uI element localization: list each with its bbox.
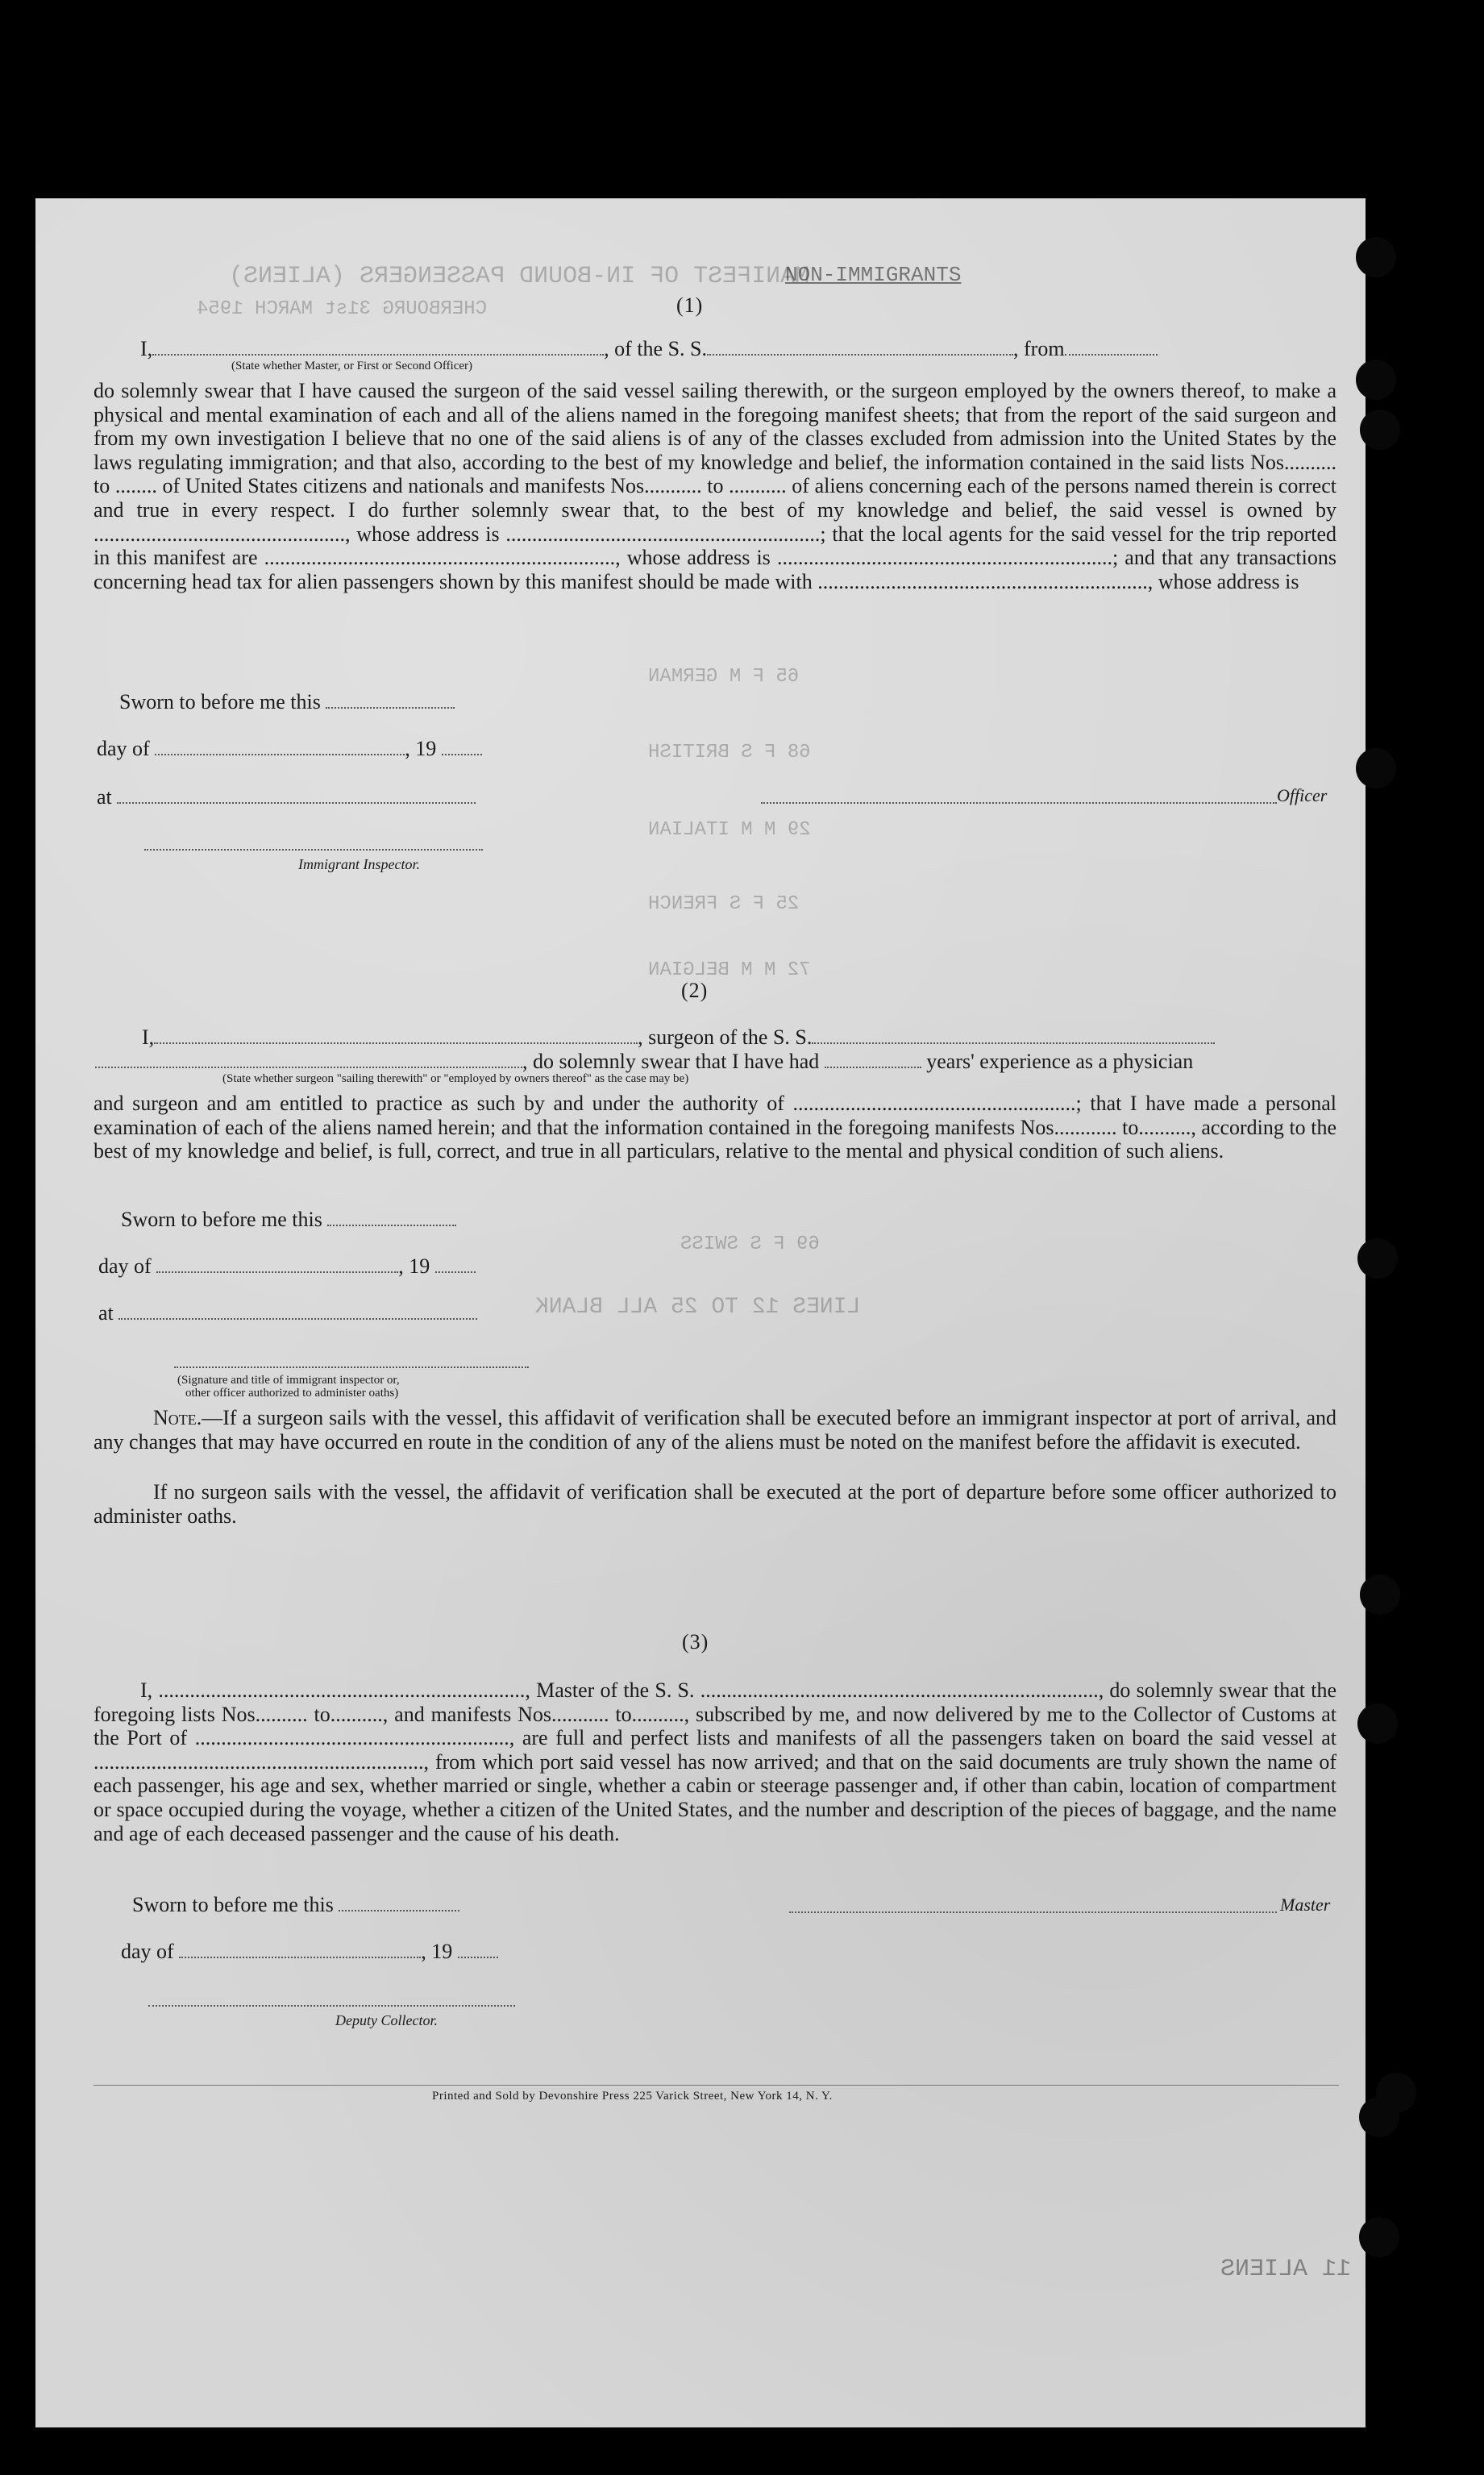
section-3-oath-text: I, ......................................................................, Master of the S. S. ............................................................................, do solemnly swear that the foregoing lists Nos.......... to.........., and manifests Nos........... to.........., subscribed by me, and now delivered by me to the Collector of Customs at the Port of ............................................................, are full and perfect lists and manifests of all the passengers taken on board the said vessel at ..............................................................., from which port said vessel has now arrived; and that on the said documents are truly shown the name of each passenger, his age and sex, whether married or single, whether a cabin or steerage passenger and, if other than cabin, location of compartment or space occupied during the voyage, whether a citizen of the United States, and the number and description of the pieces of baggage, and the name and age of each deceased passenger and the cause of his death.: [94, 1678, 1336, 1845]
bleed-through-class: NON-IMMIGRANTS: [785, 263, 962, 287]
year-label: , 19: [405, 737, 437, 760]
bleed-through-header: MANIFEST OF IN-BOUND PASSENGERS (ALIENS): [229, 263, 810, 290]
sworn-label: Sworn to before me this: [132, 1893, 334, 1916]
binder-hole: [1360, 1574, 1400, 1615]
binder-hole: [1360, 410, 1400, 450]
binder-hole: [1356, 360, 1396, 400]
note-text-1: —If a surgeon sails with the vessel, this affidavit of verification shall be executed before an immigrant inspector at port of arrival, and any changes that may have occurred en route in the condition of any of the aliens must be noted on the manifest before the affidavit is executed.: [94, 1406, 1336, 1454]
day-field: [179, 1942, 421, 1958]
master-name-field: [152, 339, 604, 356]
bleed-through-row: 25 F S FRENCH: [648, 893, 800, 915]
section-1-intro: [140, 337, 1158, 361]
section-1-sworn: [119, 690, 455, 714]
section-1-day: [97, 737, 482, 761]
year-label: , 19: [398, 1254, 430, 1278]
bleed-through-row: 72 M M BELGIAN: [648, 959, 811, 981]
master-caption: (State whether Master, or First or Second Officer): [231, 360, 473, 372]
note-label: Note.: [153, 1406, 202, 1429]
binder-hole: [1359, 2217, 1399, 2257]
binder-hole: [1357, 1703, 1398, 1744]
collector-signature-line: [148, 2004, 515, 2007]
day-field: [156, 1257, 398, 1273]
surgeon-type-field: [95, 1052, 522, 1068]
day-of-label: day of: [121, 1940, 174, 1963]
from-port-field: [1065, 339, 1158, 356]
year-field: [442, 739, 482, 755]
inspector-signature-line: [174, 1366, 529, 1368]
officer-label: Officer: [1277, 785, 1328, 805]
sworn-field: [327, 1210, 456, 1226]
surgeon-caption: (State whether surgeon "sailing therewith" or "employed by owners thereof" as the case may be): [222, 1072, 689, 1085]
years-field: [825, 1052, 921, 1068]
bleed-through-row: LINES 12 TO 25 ALL BLANK: [535, 1295, 861, 1320]
section-3-number: (3): [682, 1630, 709, 1653]
printer-credit: Printed and Sold by Devonshire Press 225 Varick Street, New York 14, N. Y.: [432, 2090, 833, 2103]
line1-start: I,: [142, 1025, 155, 1049]
section-2-line-1: [142, 1025, 1215, 1050]
bleed-through-row: 65 F M GERMAN: [648, 666, 800, 688]
year-field: [435, 1257, 476, 1273]
section-2-sworn: [121, 1208, 456, 1232]
binder-hole: [1356, 237, 1396, 277]
master-label: Master: [1280, 1895, 1331, 1915]
section-2-oath-text: and surgeon and am entitled to practice as such by and under the authority of ......................................................; that I have made a personal examination of each of the aliens named herein; and that the information contained in the foregoing manifests Nos............ to.........., according to the best of my knowledge and belief, is full, correct, and true in all particulars, relative to the mental and physical condition of such aliens.: [94, 1092, 1336, 1163]
at-field: [117, 788, 476, 804]
vessel-name-field: [707, 339, 1013, 356]
at-label: at: [98, 1301, 114, 1325]
section-2-at: [98, 1301, 477, 1325]
section-2-number: (2): [681, 979, 709, 1002]
note-paragraph-1: [94, 1406, 1336, 1454]
bleed-through-row: 68 F S BRITISH: [648, 742, 811, 763]
officer-signature-line: [761, 801, 1277, 804]
sworn-field: [339, 1895, 459, 1911]
section-1-number: (1): [676, 293, 704, 317]
signature-caption-2: other officer authorized to administer oaths): [185, 1387, 399, 1400]
at-label: at: [97, 785, 112, 809]
signature-caption-1: (Signature and title of immigrant inspector or,: [177, 1374, 400, 1387]
section-1-oath-text: do solemnly swear that I have caused the surgeon of the said vessel sailing therewith, or the surgeon employed by the owners thereof, to make a physical and mental examination of each and all of the aliens named in the foregoing manifest sheets; that from the report of the said surgeon and from my own investigation I believe that no one of the said aliens is of any of the classes excluded from admission into the United States by the laws regulating immigration; and that also, according to the best of my knowledge and belief, the information contained in the said lists Nos.......... to ........ of United States citizens and nationals and manifests Nos........... to ........... of aliens concerning each of the persons named therein is correct and true in every respect. I do further solemnly swear that, to the best of my knowledge and belief, the said vessel is owned by ................................................, whose address is ............................................................; that the local agents for the said vessel for the trip reported in this manifest are ..................................................................., whose address is ................................................................; and that any transactions concerning head tax for alien passengers shown by this manifest should be made with ..............................................................., whose address is: [94, 379, 1336, 593]
section-2-day: [98, 1254, 476, 1279]
day-of-label: day of: [98, 1254, 152, 1278]
bleed-through-count: 11 ALIENS: [1220, 2256, 1352, 2283]
sworn-label: Sworn to before me this: [119, 690, 321, 713]
surgeon-vessel-field: [812, 1028, 1215, 1044]
note-paragraph-2: If no surgeon sails with the vessel, the affidavit of verification shall be executed at the port of departure before some officer authorized to administer oaths.: [94, 1480, 1336, 1528]
section-3-day: [121, 1940, 498, 1964]
at-field: [118, 1304, 477, 1320]
manifest-page: [35, 198, 1366, 2427]
line1-end: , surgeon of the S. S.: [638, 1025, 813, 1049]
intro-mid: , of the S. S.: [604, 337, 708, 360]
inspector-signature-line: [144, 848, 483, 851]
line2-mid: , do solemnly swear that I have had: [522, 1050, 820, 1073]
binder-hole: [1357, 1238, 1398, 1279]
year-label: , 19: [421, 1940, 453, 1963]
inspector-label: Immigrant Inspector.: [298, 856, 420, 872]
bleed-through-row: 29 M M ITALIAN: [648, 819, 811, 841]
section-3-sworn: [132, 1893, 459, 1917]
section-2-line-2: [95, 1050, 1193, 1074]
year-field: [458, 1942, 498, 1958]
day-of-label: day of: [97, 737, 150, 760]
binder-hole: [1356, 748, 1396, 788]
section-1-at: [97, 785, 476, 809]
sworn-label: Sworn to before me this: [121, 1208, 322, 1231]
bleed-through-date: CHERBOURG 31st MARCH 1954: [197, 298, 488, 320]
footer-rule: [94, 2085, 1339, 2086]
line2-end: years' experience as a physician: [926, 1050, 1194, 1073]
day-field: [155, 739, 405, 755]
collector-label: Deputy Collector.: [335, 2012, 438, 2028]
intro-end: , from: [1013, 337, 1065, 360]
sworn-field: [326, 693, 455, 709]
surgeon-name-field: [154, 1028, 638, 1044]
intro-start: I,: [140, 337, 153, 360]
bleed-through-row: 69 F S SWISS: [680, 1233, 820, 1255]
binder-hole: [1359, 2097, 1399, 2137]
master-signature-line: [789, 1911, 1277, 1913]
